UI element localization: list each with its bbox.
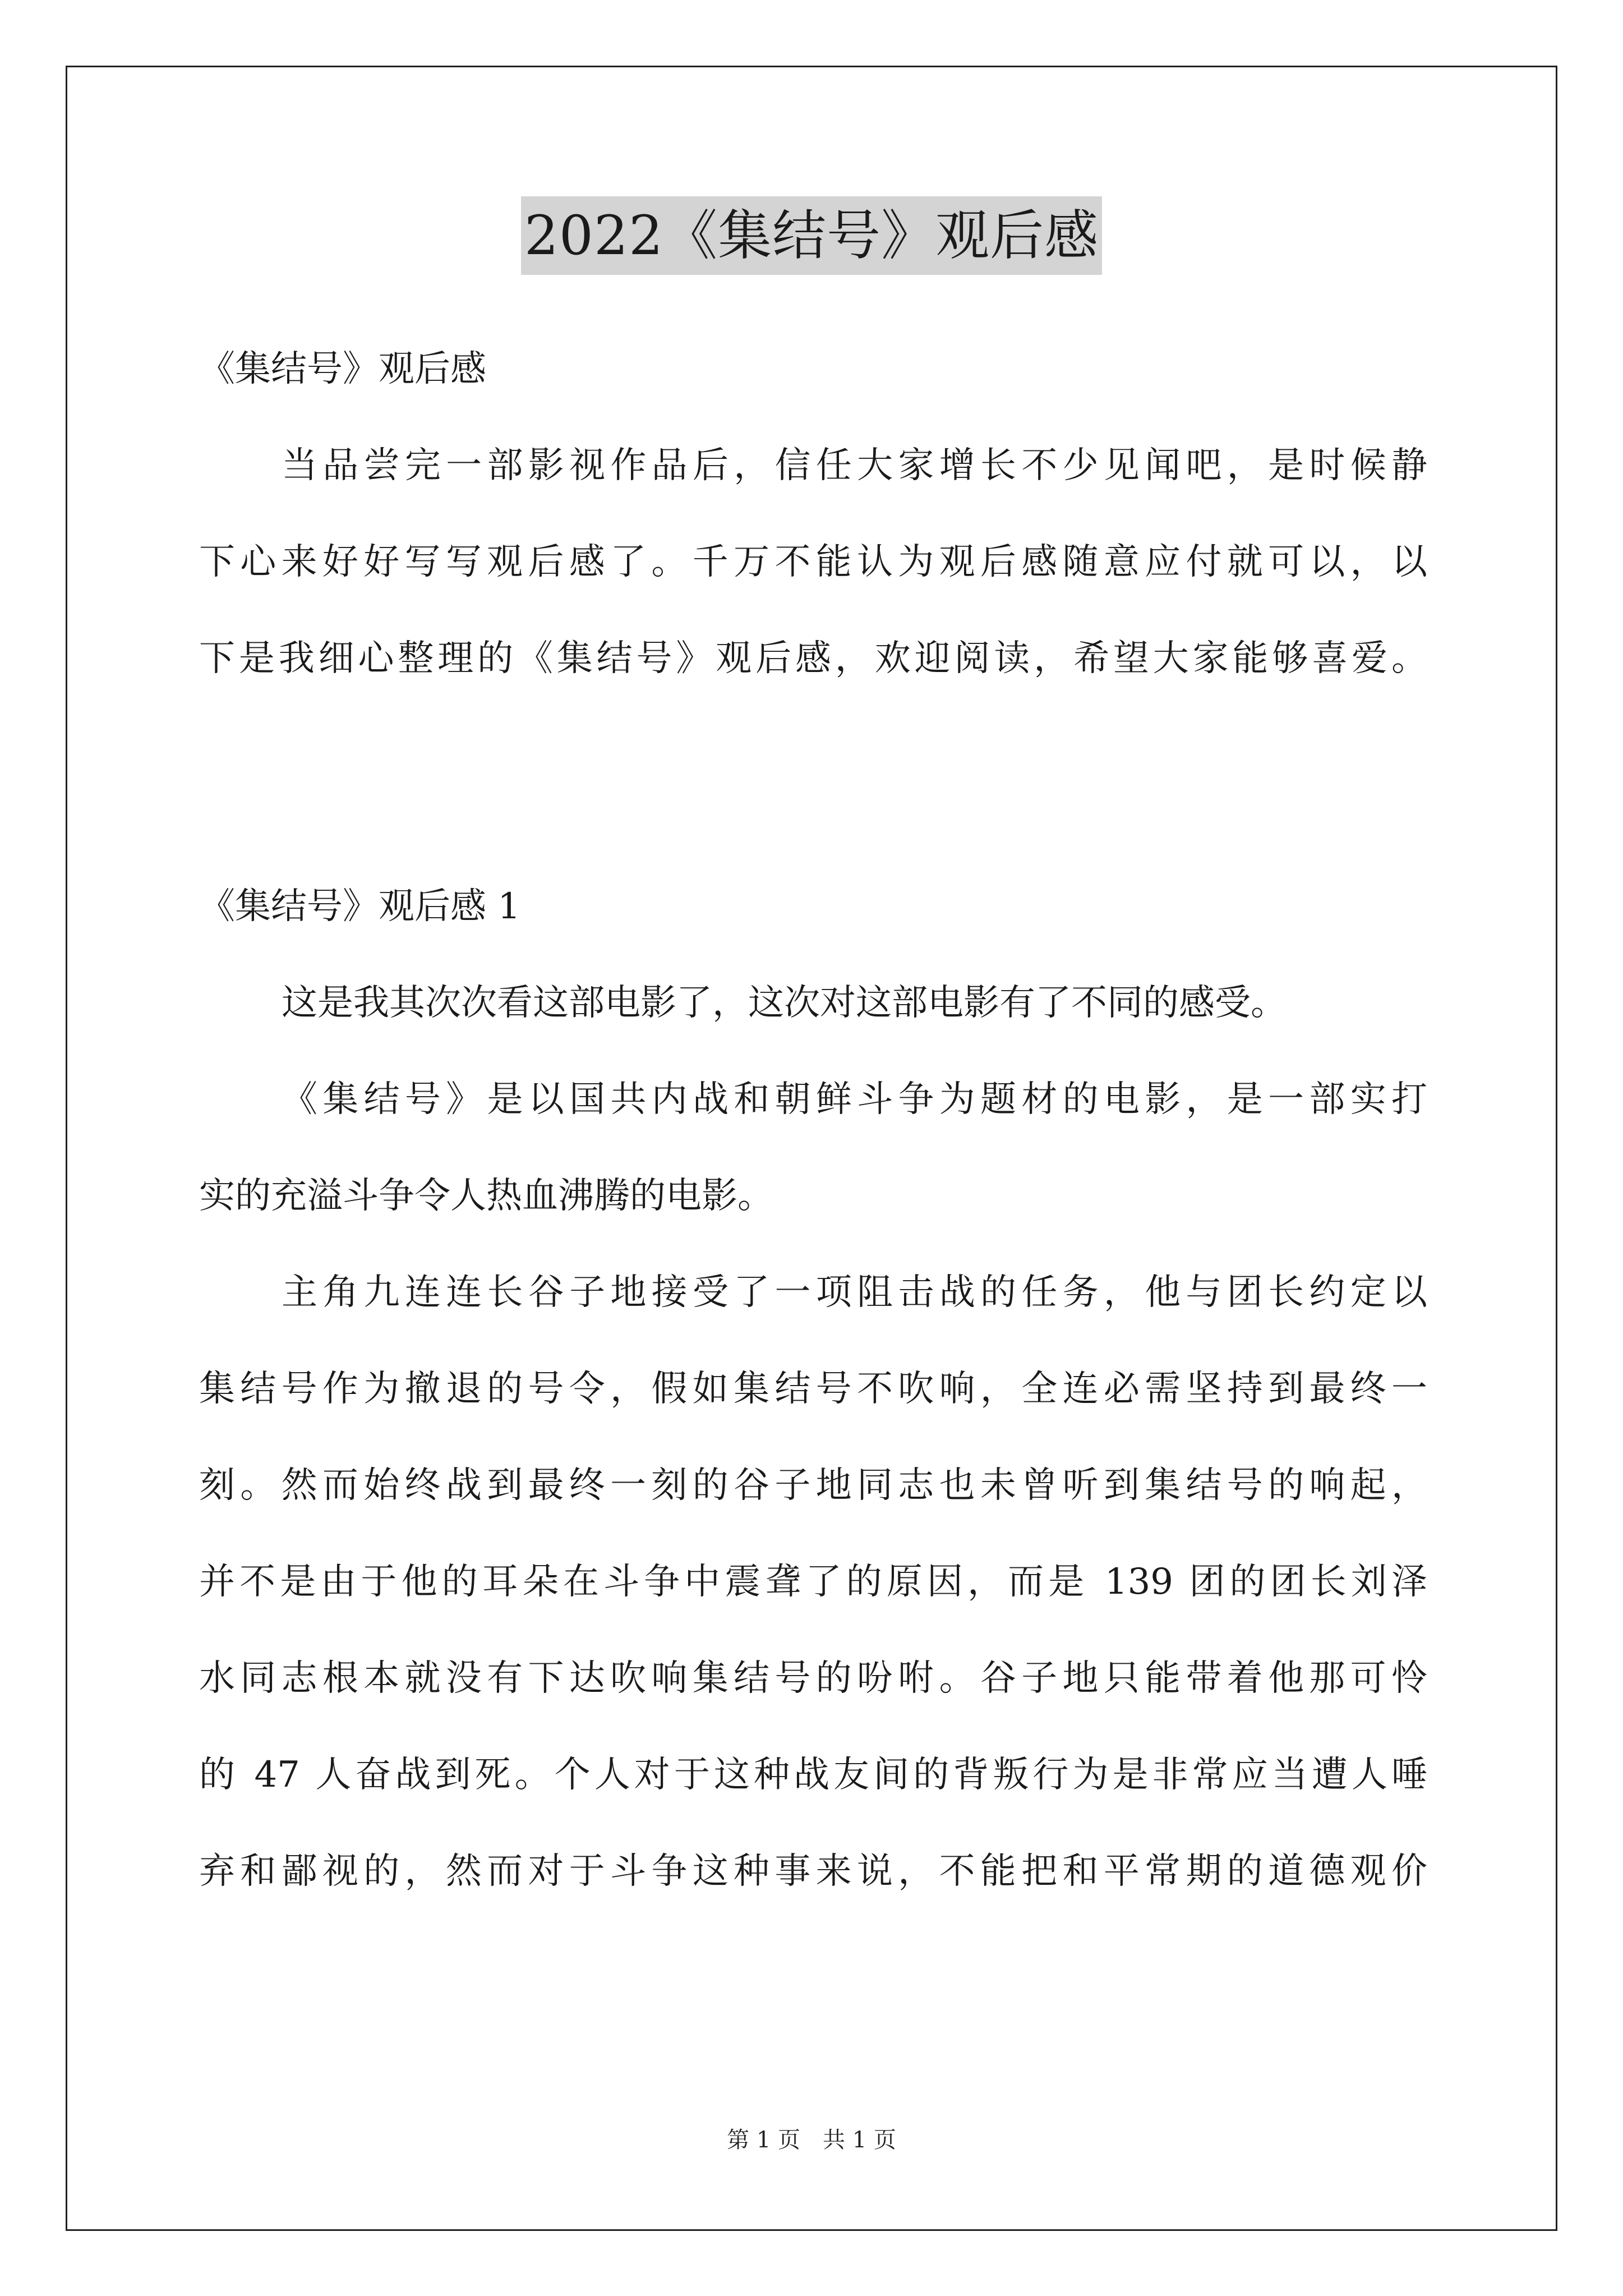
document-title: 2022《集结号》观后感 <box>521 196 1102 275</box>
page-footer: 第 1 页 共 1 页 <box>727 2127 896 2153</box>
section-title: 《集结号》观后感 1 <box>199 886 521 927</box>
paragraph-line: 实的充溢斗争令人热血沸腾的电影。 <box>199 1175 773 1217</box>
paragraph-line: 《集结号》是以国共内战和朝鲜斗争为题材的电影，是一部实打 <box>282 1079 1427 1120</box>
paragraph-line: 刻。然而始终战到最终一刻的谷子地同志也未曾听到集结号的响起， <box>199 1465 1427 1506</box>
paragraph-line: 水同志根本就没有下达吹响集结号的吩咐。谷子地只能带着他那可怜 <box>199 1658 1427 1699</box>
title-block <box>0 196 1623 275</box>
paragraph-line: 主角九连连长谷子地接受了一项阻击战的任务，他与团长约定以 <box>282 1272 1427 1313</box>
paragraph-line: 这是我其次次看这部电影了，这次对这部电影有了不同的感受。 <box>282 982 1287 1024</box>
paragraph-line: 并不是由于他的耳朵在斗争中震聋了的原因，而是 139 团的团长刘泽 <box>199 1561 1427 1603</box>
paragraph-line: 弃和鄙视的，然而对于斗争这种事来说，不能把和平常期的道德观价 <box>199 1851 1427 1892</box>
subtitle: 《集结号》观后感 <box>199 348 486 390</box>
intro-line: 下心来好好写写观后感了。千万不能认为观后感随意应付就可以，以 <box>199 541 1427 583</box>
paragraph-line: 的 47 人奋战到死。个人对于这种战友间的背叛行为是非常应当遭人唾 <box>199 1754 1427 1796</box>
paragraph-line: 集结号作为撤退的号令，假如集结号不吹响，全连必需坚持到最终一 <box>199 1368 1427 1410</box>
intro-line: 下是我细心整理的《集结号》观后感，欢迎阅读，希望大家能够喜爱。 <box>199 638 1427 679</box>
intro-line: 当品尝完一部影视作品后，信任大家增长不少见闻吧，是时候静 <box>282 445 1427 486</box>
